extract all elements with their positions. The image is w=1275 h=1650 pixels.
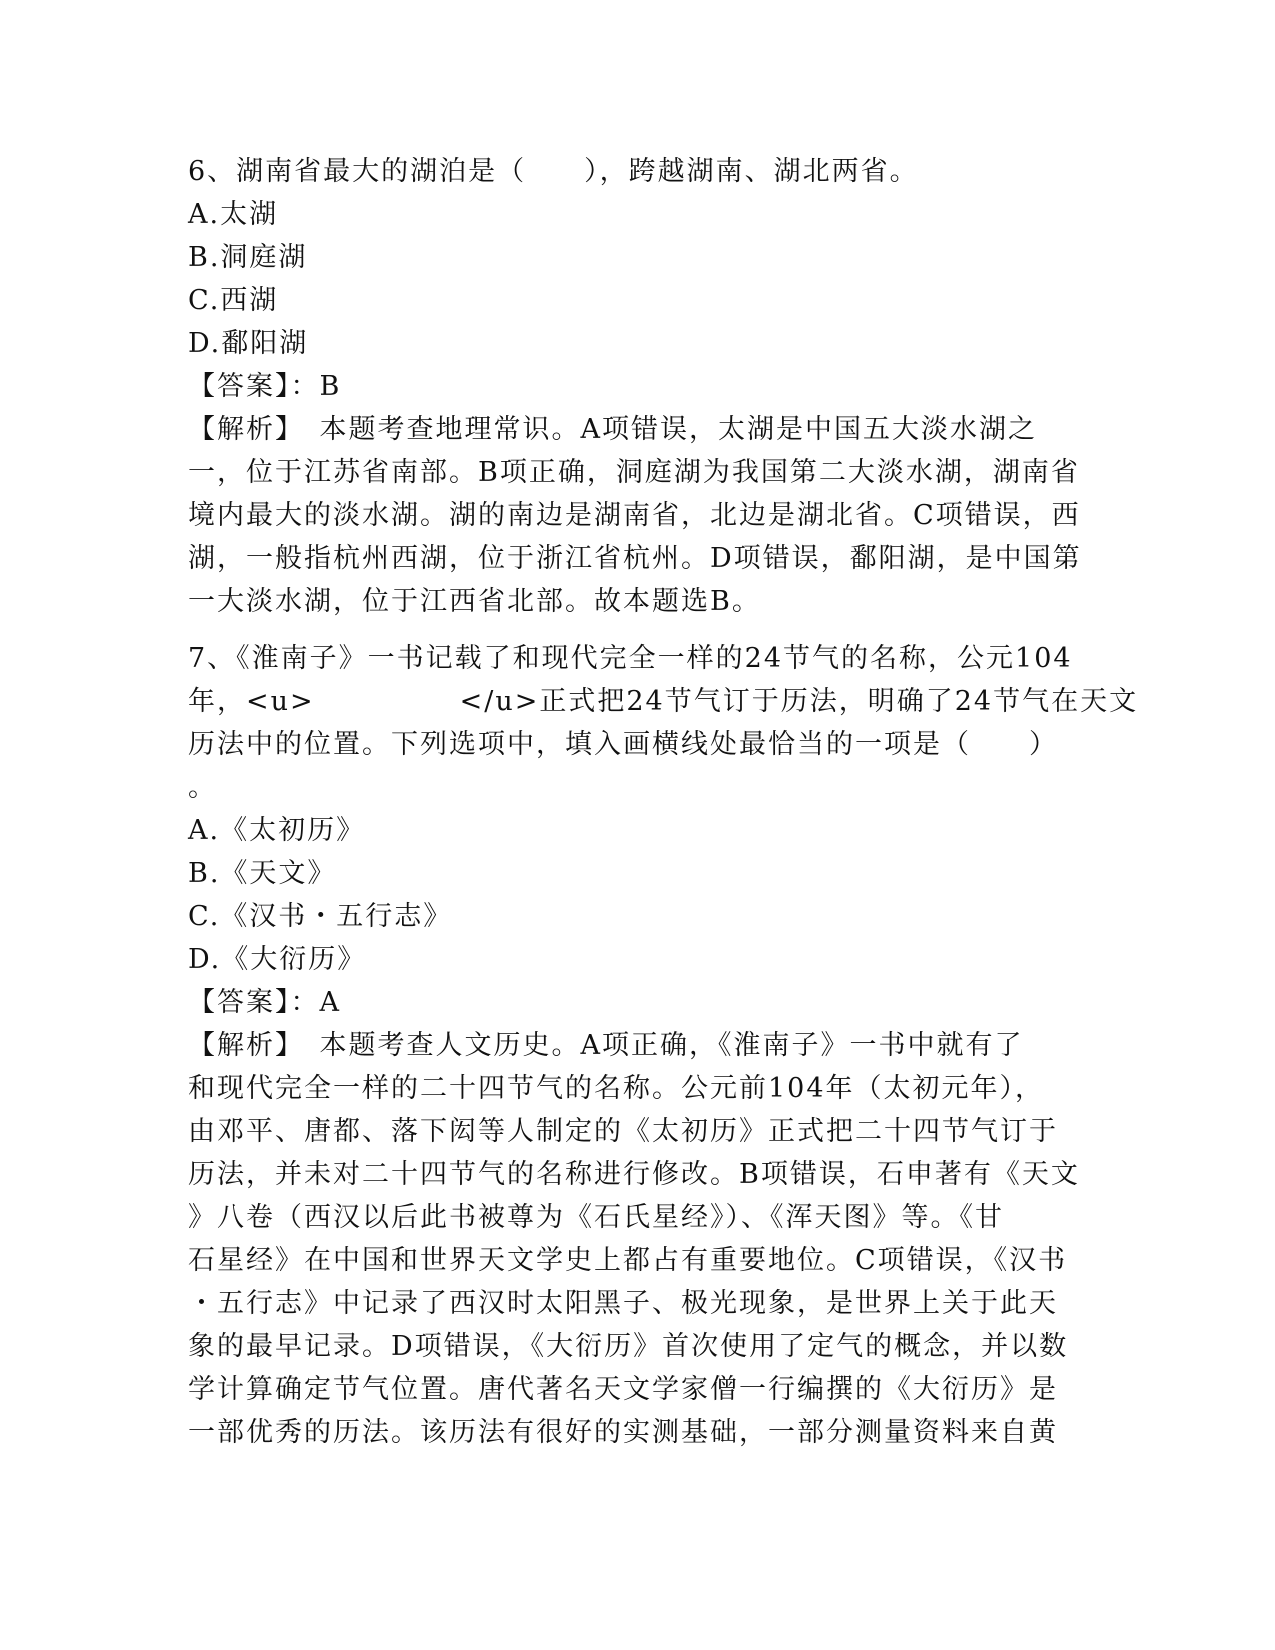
analysis-paragraph — [188, 1024, 1088, 1454]
option-a: A.太湖 — [188, 199, 279, 230]
option-c: C.西湖 — [188, 285, 279, 316]
analysis-line: 由邓平、唐都、落下闳等人制定的《太初历》正式把二十四节气订于 — [188, 1116, 1058, 1147]
analysis-line: 象的最早记录。D项错误，《大衍历》首次使用了定气的概念，并以数 — [188, 1331, 1069, 1362]
stem-line: 7、《淮南子》一书记载了和现代完全一样的24节气的名称，公元104 — [188, 643, 1073, 674]
analysis-line: 石星经》在中国和世界天文学史上都占有重要地位。C项错误，《汉书 — [188, 1245, 1068, 1276]
option-c: C.《汉书・五行志》 — [188, 901, 453, 932]
stem-line: 历法中的位置。下列选项中，填入画横线处最恰当的一项是（ ） — [188, 729, 1058, 760]
option-b: B.洞庭湖 — [188, 242, 308, 273]
question-stem: 6、湖南省最大的湖泊是（ ），跨越湖南、湖北两省。 — [188, 156, 919, 187]
stem-line: 。 — [188, 772, 217, 803]
option-d: D.《大衍历》 — [188, 944, 367, 975]
analysis-line: 学计算确定节气位置。唐代著名天文学家僧一行编撰的《大衍历》是 — [188, 1374, 1058, 1405]
analysis-paragraph — [188, 408, 1088, 623]
analysis-line: 和现代完全一样的二十四节气的名称。公元前104年（太初元年）， — [188, 1073, 1045, 1104]
question-6 — [188, 150, 1088, 623]
option-a: A.《太初历》 — [188, 815, 366, 846]
answer-line: 【答案】：A — [188, 987, 341, 1018]
analysis-line: 【解析】 本题考查人文历史。A项正确，《淮南子》一书中就有了 — [188, 1030, 1024, 1061]
analysis-line: 【解析】 本题考查地理常识。A项错误，太湖是中国五大淡水湖之 — [188, 414, 1037, 445]
document-content — [188, 150, 1139, 1454]
analysis-line: 历法，并未对二十四节气的名称进行修改。B项错误，石申著有《天文 — [188, 1159, 1080, 1190]
analysis-line: 一，位于江苏省南部。B项正确，洞庭湖为我国第二大淡水湖，湖南省 — [188, 457, 1080, 488]
question-stem — [188, 637, 1139, 809]
option-b: B.《天文》 — [188, 858, 337, 889]
analysis-line: 一部优秀的历法。该历法有很好的实测基础，一部分测量资料来自黄 — [188, 1417, 1058, 1448]
option-d: D.鄱阳湖 — [188, 328, 309, 359]
analysis-line: ・五行志》中记录了西汉时太阳黑子、极光现象，是世界上关于此天 — [188, 1288, 1058, 1319]
analysis-line: 》八卷（西汉以后此书被尊为《石氏星经》）、《浑天图》等。《甘 — [188, 1202, 1004, 1233]
answer-line: 【答案】：B — [188, 371, 342, 402]
stem-line: 年，<u> </u>正式把24节气订于历法，明确了24节气在天文 — [188, 686, 1139, 717]
analysis-line: 湖，一般指杭州西湖，位于浙江省杭州。D项错误，鄱阳湖，是中国第 — [188, 543, 1082, 574]
question-7 — [188, 637, 1139, 1454]
analysis-line: 一大淡水湖，位于江西省北部。故本题选B。 — [188, 586, 761, 617]
analysis-line: 境内最大的淡水湖。湖的南边是湖南省，北边是湖北省。C项错误，西 — [188, 500, 1081, 531]
